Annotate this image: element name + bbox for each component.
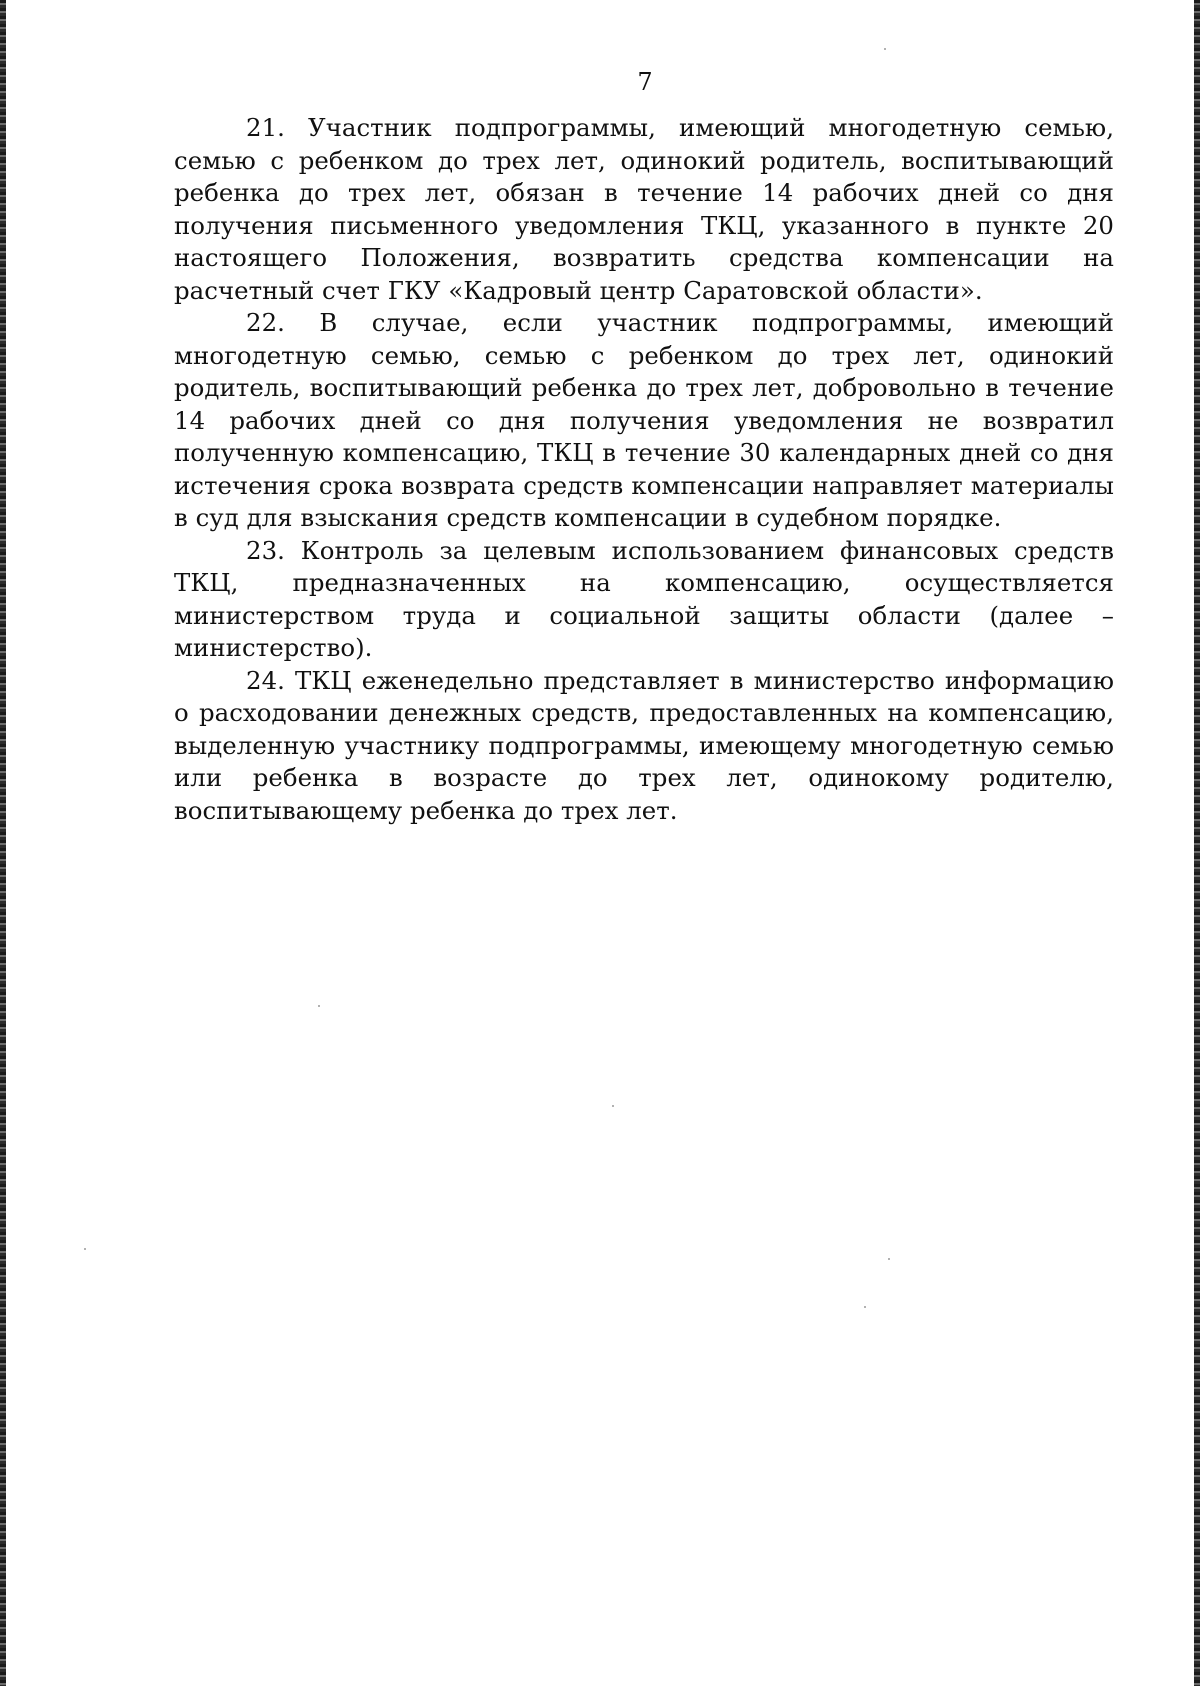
scan-speck [612, 1105, 614, 1107]
paragraph-22: 22. В случае, если участник подпрограммы, имеющий многодетную семью, семью с ребенком до трех лет, одинокий родитель, воспитывающий ребенка до трех лет, добровольно в течение 14 рабочих дней со дня получения уведомления не возвратил полученную компенсацию, ТКЦ в течение 30 календарных дней со дня истечения срока возврата средств компенсации направляет материалы в суд для взыскания средств компенсации в судебном порядке. [174, 308, 1114, 532]
scan-border-left [0, 0, 6, 1686]
paragraph-24: 24. ТКЦ еженедельно представляет в министерство информацию о расходовании денежных средств, предоставленных на компенсацию, выделенную участнику подпрограммы, имеющему многодетную семью или ребенка в возрасте до трех лет, одинокому родителю, воспитывающему ребенка до трех лет. [174, 665, 1114, 825]
paragraph-21: 21. Участник подпрограммы, имеющий многодетную семью, семью с ребенком до трех лет, одинокий родитель, воспитывающий ребенка до трех лет, обязан в течение 14 рабочих дней со дня получения письменного уведомления ТКЦ, указанного в пункте 20 настоящего Положения, возвратить средства компенсации на расчетный счет ГКУ «Кадровый центр Саратовской области». [174, 113, 1114, 305]
scan-speck [888, 1258, 890, 1260]
page-number: 7 [637, 68, 653, 96]
scan-speck [318, 1005, 320, 1007]
paragraph-23: 23. Контроль за целевым использованием финансовых средств ТКЦ, предназначенных на компенсацию, осуществляется министерством труда и социальной защиты области (далее – министерство). [174, 535, 1114, 662]
document-body [174, 112, 1114, 827]
scan-speck [84, 1248, 86, 1250]
scan-speck [884, 48, 886, 50]
scan-speck [864, 1306, 866, 1308]
scan-border-right [1194, 0, 1200, 1686]
